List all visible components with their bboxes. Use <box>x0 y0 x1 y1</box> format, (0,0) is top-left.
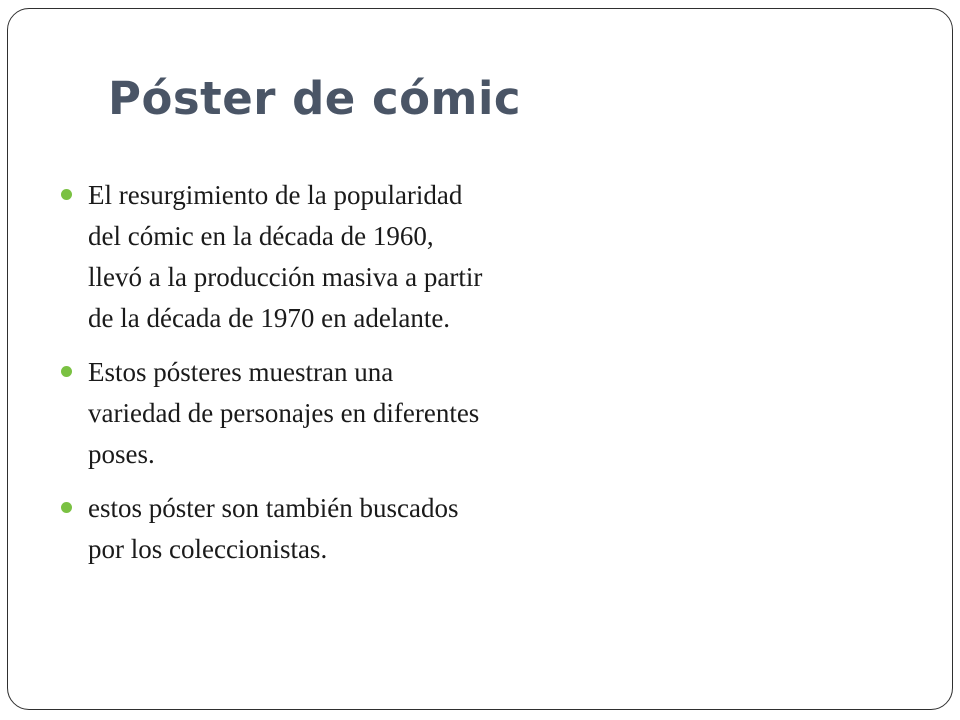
bullet-item-3 <box>60 488 560 570</box>
bullet-3-line-2: por los coleccionistas. <box>88 534 328 564</box>
bullet-3-line-1: estos póster son también buscados <box>88 493 459 523</box>
bullet-list <box>60 175 560 583</box>
bullet-dot-icon <box>61 189 72 200</box>
bullet-item-2 <box>60 352 560 475</box>
bullet-1-line-3: llevó a la producción masiva a partir <box>88 262 483 292</box>
bullet-item-1 <box>60 175 560 339</box>
bullet-dot-icon <box>61 366 72 377</box>
bullet-1-line-2: del cómic en la década de 1960, <box>88 221 434 251</box>
bullet-1-line-1: El resurgimiento de la popularidad <box>88 180 463 210</box>
bullet-1-line-4: de la década de 1970 en adelante. <box>88 303 451 333</box>
slide-title: Póster de cómic <box>108 72 522 125</box>
bullet-2-line-1: Estos pósteres muestran una <box>88 357 394 387</box>
bullet-dot-icon <box>61 502 72 513</box>
bullet-2-line-2: variedad de personajes en diferentes <box>88 398 480 428</box>
bullet-2-line-3: poses. <box>88 439 155 469</box>
